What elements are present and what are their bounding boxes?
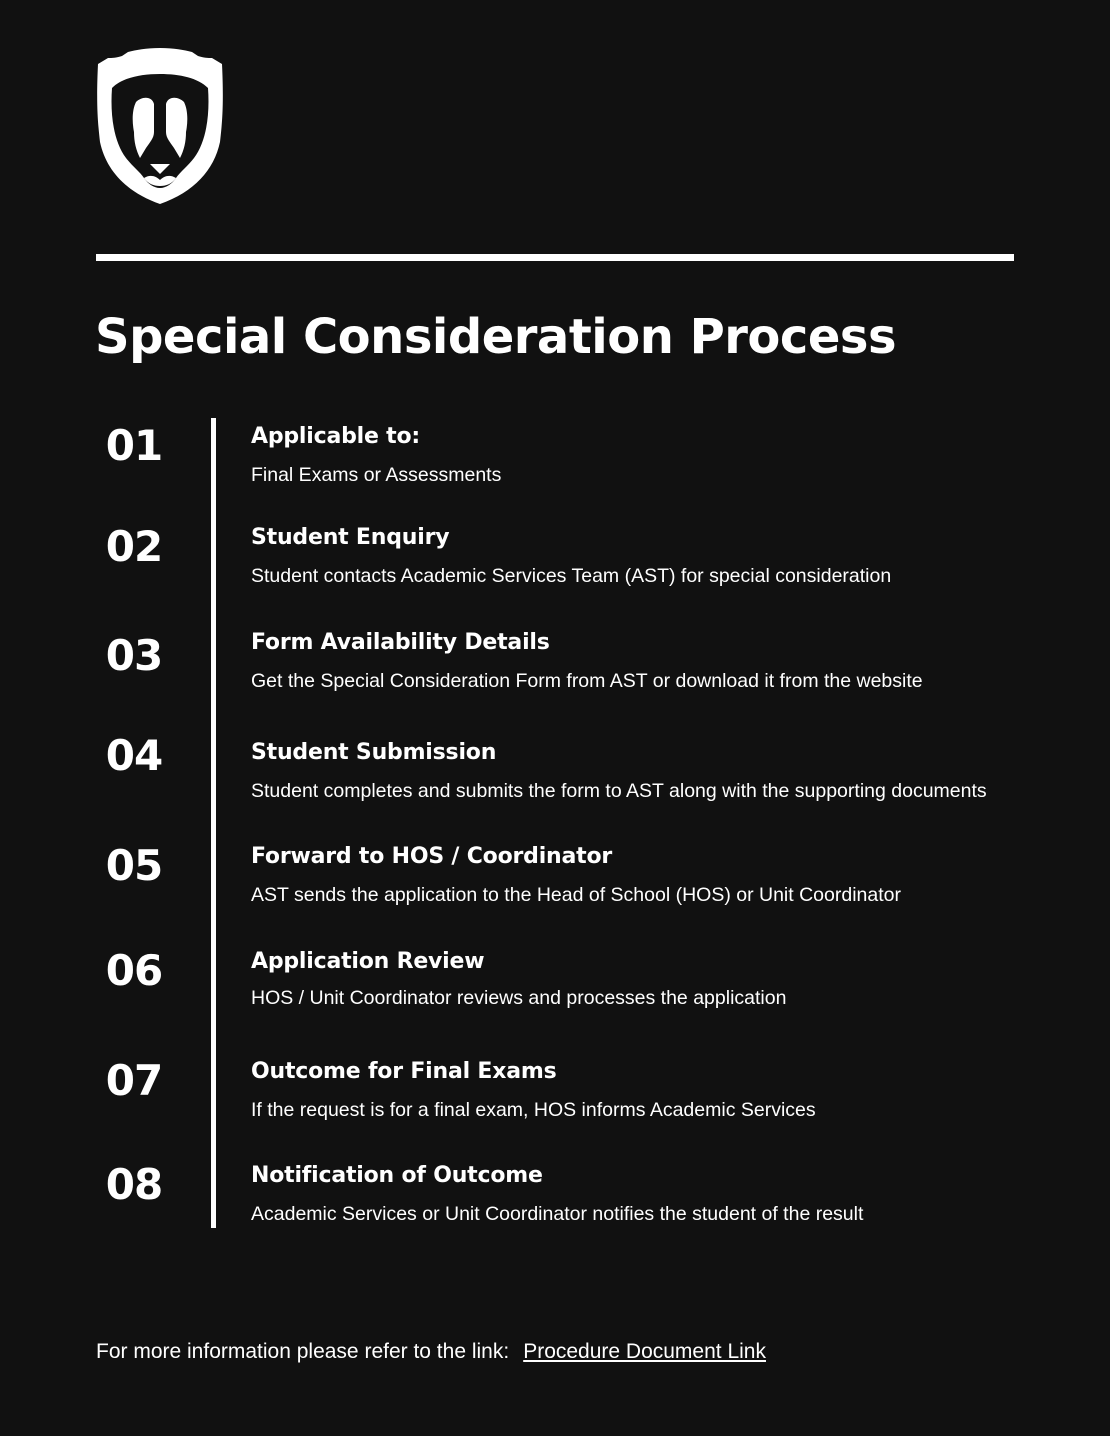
step-description: Student completes and submits the form to AST along with the supporting documents [251, 780, 987, 802]
step-description: Final Exams or Assessments [251, 464, 502, 486]
step-title: Student Submission [251, 740, 497, 765]
procedure-document-link[interactable]: Procedure Document Link [523, 1340, 766, 1363]
step-title: Applicable to: [251, 424, 420, 449]
step-title: Forward to HOS / Coordinator [251, 844, 613, 869]
step-number: 08 [105, 1160, 163, 1209]
divider-rule [96, 254, 1014, 261]
page-title: Special Consideration Process [95, 309, 897, 365]
timeline-line [211, 418, 216, 1228]
step-title: Student Enquiry [251, 525, 450, 550]
step-number: 06 [105, 946, 163, 995]
step-number: 02 [105, 522, 163, 571]
step-description: Student contacts Academic Services Team (AST) for special consideration [251, 565, 892, 587]
step-description: If the request is for a final exam, HOS informs Academic Services [251, 1099, 816, 1121]
footer [96, 1338, 766, 1366]
step-title: Outcome for Final Exams [251, 1059, 557, 1084]
lion-shield-icon [96, 46, 224, 206]
step-title: Form Availability Details [251, 630, 550, 655]
step-number: 01 [105, 421, 163, 470]
step-description: AST sends the application to the Head of School (HOS) or Unit Coordinator [251, 884, 901, 906]
step-title: Application Review [251, 949, 485, 974]
step-number: 04 [105, 731, 163, 780]
footer-text: For more information please refer to the link: [96, 1340, 510, 1363]
step-description: Get the Special Consideration Form from AST or download it from the website [251, 670, 923, 692]
step-number: 05 [105, 841, 163, 890]
step-number: 07 [105, 1056, 163, 1105]
step-number: 03 [105, 631, 163, 680]
step-description: HOS / Unit Coordinator reviews and processes the application [251, 987, 787, 1009]
step-title: Notification of Outcome [251, 1163, 543, 1188]
step-description: Academic Services or Unit Coordinator notifies the student of the result [251, 1203, 864, 1225]
